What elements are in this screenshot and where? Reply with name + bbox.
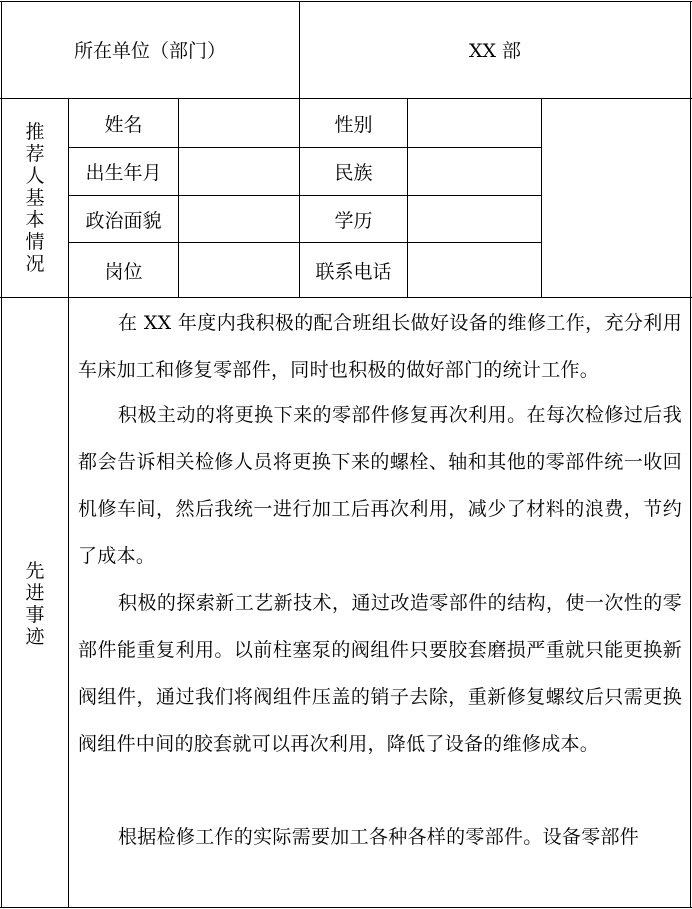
political-status-field[interactable] [179, 196, 299, 242]
education-field[interactable] [408, 196, 541, 242]
deeds-paragraph: 根据检修工作的实际需要加工各种各样的零部件。设备零部件 [118, 826, 640, 848]
photo-box[interactable] [542, 99, 690, 297]
position-field[interactable] [179, 243, 299, 297]
basic-info-section-label: 推 荐 人 基 本 情 况 [25, 121, 45, 275]
ethnicity-label: 民族 [334, 162, 373, 184]
phone-field[interactable] [408, 243, 541, 297]
table-border-left [1, 1, 2, 908]
table-border-right [690, 1, 691, 908]
name-label: 姓名 [104, 113, 143, 136]
divider-basic-bottom [0, 297, 692, 298]
position-label: 岗位 [104, 260, 143, 283]
gender-field[interactable] [408, 99, 541, 147]
political-status-label: 政治面貌 [85, 209, 162, 232]
unit-label: 所在单位（部门） [73, 40, 226, 62]
name-field[interactable] [179, 99, 299, 147]
deeds-paragraph: 积极的探索新工艺新技术，通过改造零部件的结构，使一次性的零部件能重复利用。以前柱塞泵的阀组件只要胶套磨损严重就只能更换新阀组件，通过我们将阀组件压盖的销子去除，重新修复螺纹后只需更换阀组件中间的胶套就可以再次利用，降低了设备的维修成本。 [78, 592, 682, 755]
table-border-bottom [0, 907, 692, 908]
gender-label: 性别 [334, 113, 373, 136]
unit-value: XX 部 [468, 40, 522, 62]
birth-date-label: 出生年月 [85, 162, 162, 184]
birth-date-field[interactable] [179, 148, 299, 195]
ethnicity-field[interactable] [408, 148, 541, 195]
phone-label: 联系电话 [315, 260, 392, 283]
education-label: 学历 [334, 209, 373, 232]
deeds-section-label: 先 进 事 迹 [25, 560, 45, 648]
deeds-paragraph: 积极主动的将更换下来的零部件修复再次利用。在每次检修过后我都会告诉相关检修人员将更换下来的螺栓、轴和其他的零部件统一收回机修车间，然后我统一进行加工后再次利用，减少了材料的浪费，节约了成本。 [78, 404, 682, 567]
deeds-paragraph: 在 XX 年度内我积极的配合班组长做好设备的维修工作，充分利用车床加工和修复零部件，同时也积极的做好部门的统计工作。 [78, 312, 682, 381]
